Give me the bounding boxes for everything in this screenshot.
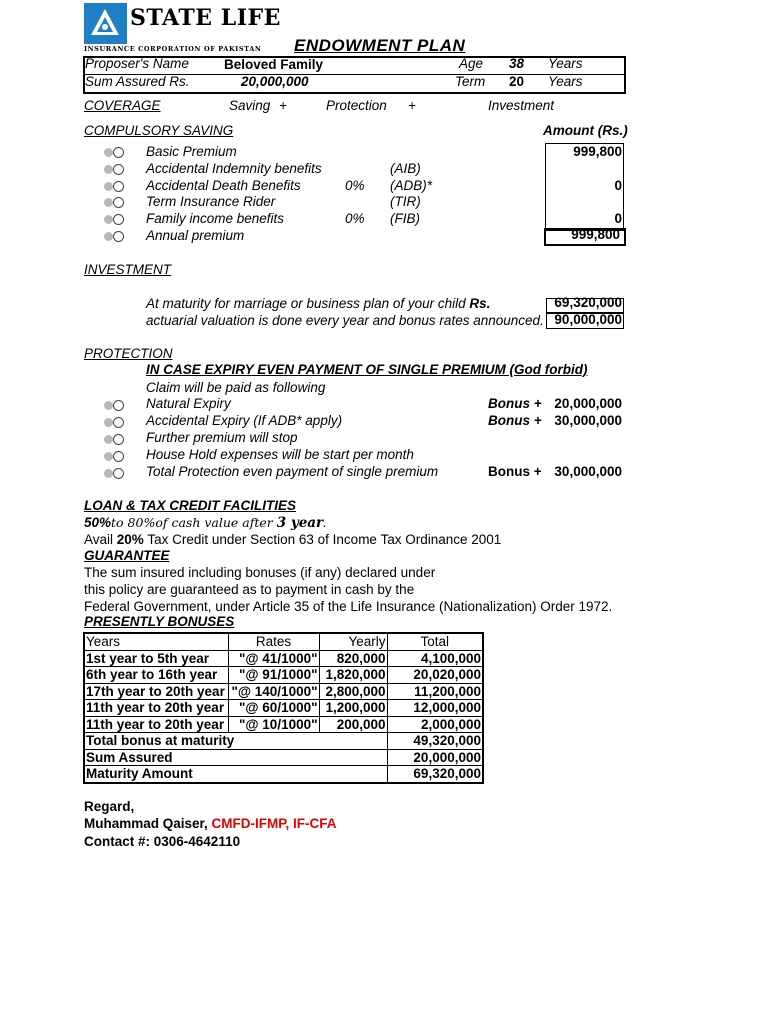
- list-item: Accidental Death Benefits: [146, 178, 301, 193]
- signature-line: [84, 816, 337, 832]
- compulsory-saving-heading: COMPULSORY SAVING: [84, 123, 234, 138]
- protection-subheading: IN CASE EXPIRY EVEN PAYMENT OF SINGLE PREMIUM (God forbid): [146, 362, 588, 377]
- term-label: Term: [455, 74, 486, 89]
- investment-line: actuarial valuation is done every year and bonus rates announced.: [146, 313, 544, 328]
- table-cell: 11th year to 20th year: [84, 700, 228, 717]
- column-header: Total: [387, 633, 483, 650]
- table-cell: "@ 41/1000": [228, 650, 319, 667]
- table-cell: 12,000,000: [387, 700, 483, 717]
- benefit-code: (AIB): [390, 161, 421, 176]
- protection-amount: 20,000,000: [554, 396, 622, 411]
- author-name: Muhammad Qaiser,: [84, 816, 212, 831]
- summary-value: 20,000,000: [387, 749, 483, 766]
- investment-line: At maturity for marriage or business plan of your child Rs.: [146, 296, 491, 311]
- table-cell: 11th year to 20th year: [84, 716, 228, 733]
- table-row: [84, 683, 483, 700]
- regard-text: Regard,: [84, 799, 135, 814]
- summary-row: [84, 766, 483, 783]
- table-cell: 6th year to 16th year: [84, 667, 228, 684]
- guarantee-line: this policy are guaranteed as to payment in cash by the: [84, 582, 415, 597]
- table-header-row: [84, 633, 483, 650]
- list-item: Accidental Expiry (If ADB* apply): [146, 413, 343, 428]
- bullet-icon: [104, 147, 126, 159]
- table-row: [84, 667, 483, 684]
- coverage-investment: Investment: [488, 98, 555, 113]
- term-value: 20: [509, 74, 525, 89]
- summary-value: 49,320,000: [387, 733, 483, 750]
- table-cell: 17th year to 20th year: [84, 683, 228, 700]
- bonus-label: Bonus +: [488, 413, 542, 428]
- amount-value: 0: [614, 211, 622, 226]
- summary-label: Sum Assured: [84, 749, 387, 766]
- table-cell: 20,020,000: [387, 667, 483, 684]
- state-life-logo: [84, 3, 127, 44]
- coverage-plus: +: [408, 98, 416, 113]
- bullet-icon: [104, 434, 126, 446]
- coverage-heading: COVERAGE: [84, 98, 161, 113]
- guarantee-heading: GUARANTEE: [84, 548, 170, 563]
- logo-subtitle: INSURANCE CORPORATION OF PAKISTAN: [84, 45, 262, 53]
- proposer-name-value: Beloved Family: [224, 57, 324, 72]
- benefit-percent: 0%: [345, 211, 365, 226]
- bullet-icon: [104, 468, 126, 480]
- summary-label: Total bonus at maturity: [84, 733, 387, 750]
- age-value: 38: [509, 56, 525, 71]
- summary-label: Maturity Amount: [84, 766, 387, 783]
- table-cell: 11,200,000: [387, 683, 483, 700]
- table-cell: 1,820,000: [319, 667, 387, 684]
- maturity-value: 69,320,000: [554, 295, 622, 310]
- age-unit: Years: [548, 56, 583, 71]
- benefit-code: (FIB): [390, 211, 420, 226]
- page-title: ENDOWMENT PLAN: [294, 36, 466, 55]
- protection-heading: PROTECTION: [84, 346, 173, 361]
- table-cell: 1st year to 5th year: [84, 650, 228, 667]
- bullet-icon: [104, 164, 126, 176]
- bullet-icon: [104, 417, 126, 429]
- guarantee-line: Federal Government, under Article 35 of the Life Insurance (Nationalization) Order 1972.: [84, 599, 613, 614]
- table-cell: "@ 10/1000": [228, 716, 319, 733]
- column-header: Yearly: [319, 633, 387, 650]
- list-item: House Hold expenses will be start per month: [146, 447, 414, 462]
- column-header: Rates: [228, 633, 319, 650]
- bullet-icon: [104, 231, 126, 243]
- bullet-icon: [104, 197, 126, 209]
- list-item: Total Protection even payment of single premium: [146, 464, 439, 479]
- guarantee-line: The sum insured including bonuses (if any) declared under: [84, 565, 436, 580]
- column-header: Years: [84, 633, 228, 650]
- table-cell: 2,000,000: [387, 716, 483, 733]
- contact-line: Contact #: 0306-4642110: [84, 834, 241, 849]
- loan-line: 50%to 80%of cash value after 3 year.: [84, 515, 327, 531]
- bonus-label: Bonus +: [488, 396, 542, 411]
- list-item: Basic Premium: [146, 144, 237, 159]
- summary-row: [84, 733, 483, 750]
- protection-amount: 30,000,000: [554, 464, 622, 479]
- proposer-name-label: Proposer's Name: [85, 56, 189, 71]
- table-row: [84, 700, 483, 717]
- bullet-icon: [104, 181, 126, 193]
- list-item: Term Insurance Rider: [146, 194, 276, 209]
- coverage-protection: Protection: [326, 98, 387, 113]
- amount-value: 0: [614, 178, 622, 193]
- protection-intro: Claim will be paid as following: [146, 380, 326, 395]
- table-cell: "@ 60/1000": [228, 700, 319, 717]
- projected-value: 90,000,000: [554, 312, 622, 327]
- currency-label: Rs.: [469, 296, 491, 311]
- bullet-icon: [104, 451, 126, 463]
- summary-row: [84, 749, 483, 766]
- bullet-icon: [104, 400, 126, 412]
- benefit-code: (TIR): [390, 194, 421, 209]
- term-unit: Years: [548, 74, 583, 89]
- loan-tax-heading: LOAN & TAX CREDIT FACILITIES: [84, 498, 296, 513]
- list-item: Further premium will stop: [146, 430, 298, 445]
- table-cell: 1,200,000: [319, 700, 387, 717]
- protection-amount: 30,000,000: [554, 413, 622, 428]
- logo-title: STATE LIFE: [130, 5, 281, 31]
- author-credentials: CMFD-IFMP, IF-CFA: [211, 816, 337, 831]
- coverage-plus: +: [279, 98, 287, 113]
- tax-credit-line: Avail 20% Tax Credit under Section 63 of Income Tax Ordinance 2001: [84, 532, 502, 547]
- coverage-saving: Saving: [229, 98, 271, 113]
- investment-heading: INVESTMENT: [84, 262, 172, 277]
- amount-value: 999,800: [573, 144, 622, 159]
- table-cell: 2,800,000: [319, 683, 387, 700]
- table-cell: "@ 140/1000": [228, 683, 319, 700]
- list-item: Natural Expiry: [146, 396, 231, 411]
- amount-value: 999,800: [571, 227, 620, 242]
- benefit-percent: 0%: [345, 178, 365, 193]
- amount-heading: Amount (Rs.): [543, 123, 628, 138]
- table-cell: "@ 91/1000": [228, 667, 319, 684]
- table-row: [84, 716, 483, 733]
- table-row: [84, 650, 483, 667]
- bullet-icon: [104, 214, 126, 226]
- sum-assured-label: Sum Assured Rs.: [85, 74, 190, 89]
- summary-value: 69,320,000: [387, 766, 483, 783]
- list-item: Family income benefits: [146, 211, 285, 226]
- bonuses-heading: PRESENTLY BONUSES: [84, 614, 235, 629]
- list-item: Annual premium: [146, 228, 245, 243]
- table-cell: 820,000: [319, 650, 387, 667]
- table-cell: 200,000: [319, 716, 387, 733]
- list-item: Accidental Indemnity benefits: [146, 161, 322, 176]
- logo-emblem-icon: [84, 3, 127, 44]
- sum-assured-value: 20,000,000: [241, 74, 309, 89]
- bonus-label: Bonus +: [488, 464, 542, 479]
- bonus-table: [83, 632, 484, 784]
- table-cell: 4,100,000: [387, 650, 483, 667]
- benefit-code: (ADB)*: [390, 178, 433, 193]
- age-label: Age: [459, 56, 484, 71]
